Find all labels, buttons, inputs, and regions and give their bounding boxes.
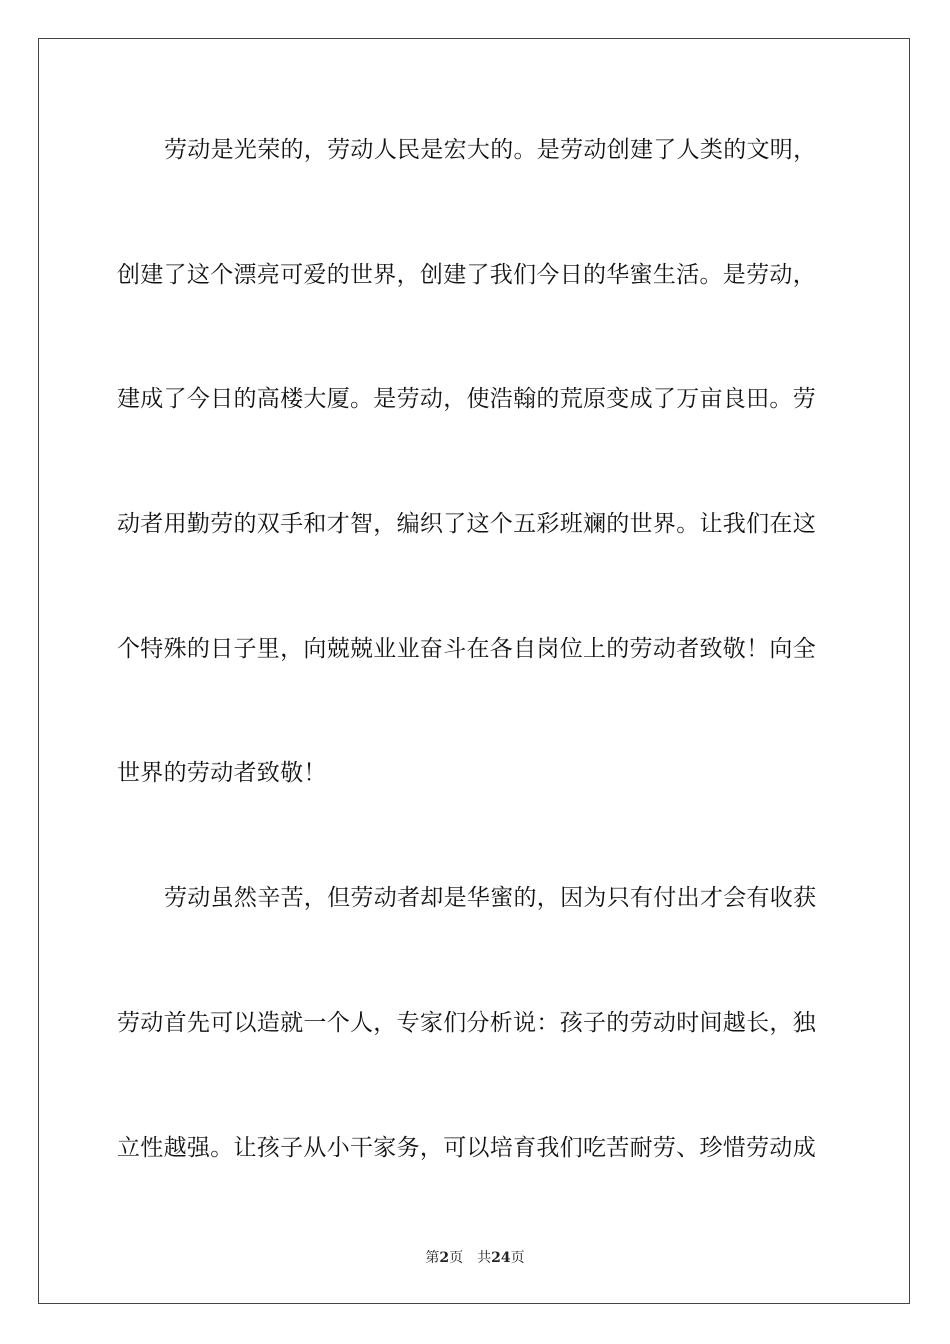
total-prefix: 共	[477, 1250, 492, 1266]
paragraph-1-line-1: 劳动是光荣的，劳动人民是宏大的。是劳动创建了人类的文明，	[164, 137, 817, 163]
paragraph-2-line-1: 劳动虽然辛苦，但劳动者却是华蜜的，因为只有付出才会有收获	[164, 885, 817, 912]
document-body	[117, 128, 833, 1250]
total-suffix: 页	[510, 1250, 525, 1266]
paragraph-1-line-2: 创建了这个漂亮可爱的世界，创建了我们今日的华蜜生活。是劳动，	[117, 261, 816, 288]
paragraph-1-line-5: 个特殊的日子里，向兢兢业业奋斗在各自岗位上的劳动者致敬！向全	[117, 635, 816, 662]
page-footer	[0, 1247, 950, 1267]
page-suffix: 页	[449, 1250, 464, 1266]
paragraph-1-line-6: 世界的劳动者致敬！	[117, 760, 327, 787]
page-number: 2	[439, 1250, 450, 1266]
page-prefix: 第	[425, 1250, 440, 1266]
total-pages: 24	[491, 1250, 511, 1266]
paragraph-1-line-3: 建成了今日的高楼大厦。是劳动，使浩翰的荒原变成了万亩良田。劳	[117, 386, 816, 413]
paragraph-3-line-2: 立性越强。让孩子从小干家务，可以培育我们吃苦耐劳、珍惜劳动成	[117, 1134, 816, 1161]
paragraph-1-line-4: 动者用勤劳的双手和才智，编织了这个五彩班斓的世界。让我们在这	[117, 511, 816, 538]
paragraph-3-line-1: 劳动首先可以造就一个人，专家们分析说：孩子的劳动时间越长，独	[117, 1009, 816, 1036]
